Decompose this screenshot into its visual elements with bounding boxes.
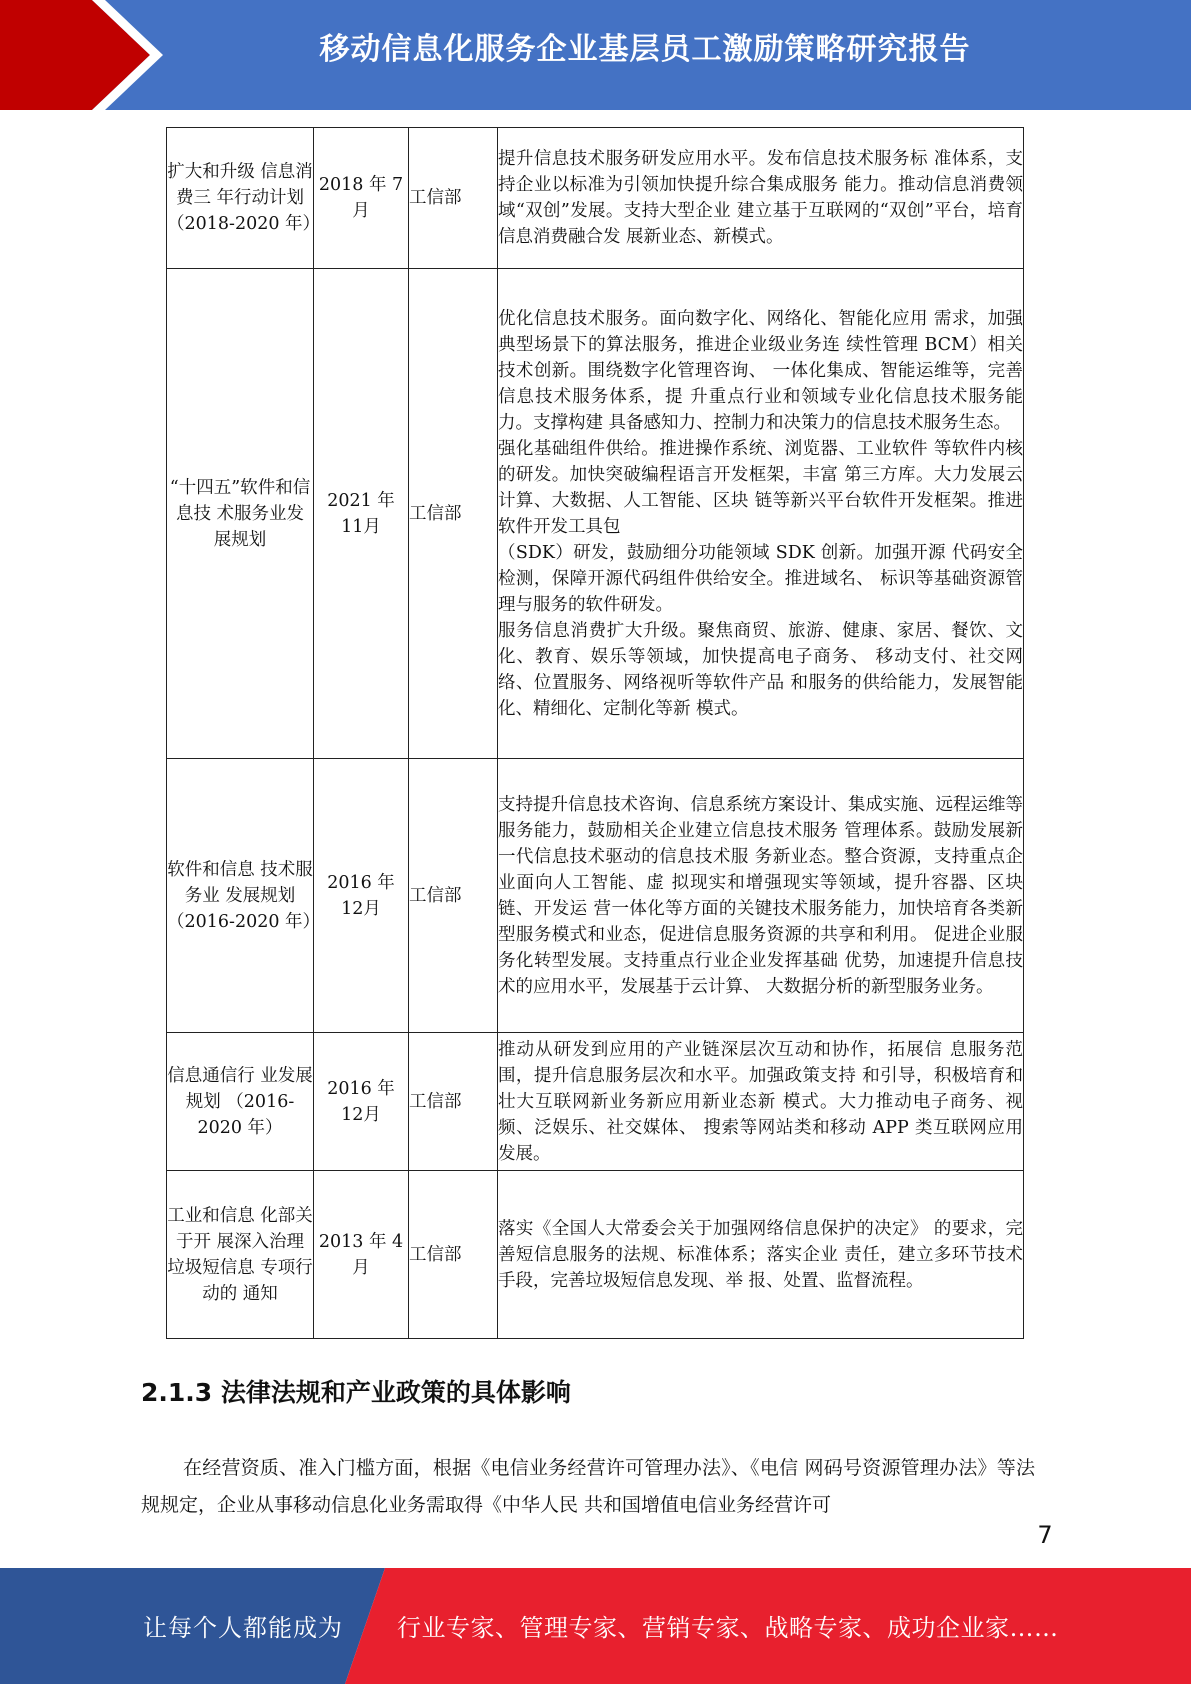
- footer-slogan-right: 行业专家、管理专家、营销专家、战略专家、成功企业家……: [397, 1614, 1059, 1642]
- table-row: [167, 269, 1024, 759]
- policy-date: 2018 年 7月: [314, 128, 409, 269]
- policy-content: [498, 128, 1024, 269]
- policy-name: 工业和信息 化部关于开 展深入治理 垃圾短信息 专项行动的 通知: [167, 1171, 314, 1339]
- policy-date: 2013 年 4月: [314, 1171, 409, 1339]
- policy-department: 工信部: [409, 1171, 498, 1339]
- section-heading: 2.1.3 法律法规和产业政策的具体影响: [141, 1378, 571, 1407]
- body-paragraph: 在经营资质、准入门槛方面，根据《电信业务经营许可管理办法》、《电信 网码号资源管理办法》等法规规定，企业从事移动信息化业务需取得《中华人民 共和国增值电信业务经营许可: [141, 1457, 1035, 1516]
- policy-date: 2021 年 11月: [314, 269, 409, 759]
- footer-slogan-left: 让每个人都能成为: [143, 1614, 343, 1642]
- table-row: [167, 759, 1024, 1033]
- page-number: 7: [1037, 1521, 1053, 1549]
- policy-name: 软件和信息 技术服务业 发展规划 （2016-2020 年）: [167, 759, 314, 1033]
- page-header: [0, 0, 1191, 110]
- policy-name: 信息通信行 业发展规划 （2016-2020 年）: [167, 1033, 314, 1171]
- table-row: [167, 1033, 1024, 1171]
- policy-paragraph: 服务信息消费扩大升级。聚焦商贸、旅游、健康、家居、餐饮、文化、教育、娱乐等领域，加快提高电子商务、 移动支付、社交网络、位置服务、网络视听等软件产品 和服务的供给能力，发展智能化、精细化、定制化等新 模式。: [498, 620, 1023, 719]
- header-title: 移动信息化服务企业基层员工激励策略研究报告: [319, 32, 971, 67]
- policy-name: 扩大和升级 信息消费三 年行动计划 （2018-2020 年）: [167, 128, 314, 269]
- policy-paragraph: 强化基础组件供给。推进操作系统、浏览器、工业软件 等软件内核的研发。加快突破编程语言开发框架，丰富 第三方库。大力发展云计算、大数据、人工智能、区块 链等新兴平台软件开发框架。推进软件开发工具包: [498, 438, 1023, 537]
- policy-department: 工信部: [409, 1033, 498, 1171]
- policy-content: [498, 269, 1024, 759]
- policy-date: 2016 年 12月: [314, 759, 409, 1033]
- table-row: [167, 128, 1024, 269]
- policy-date: 2016 年 12月: [314, 1033, 409, 1171]
- policy-content: [498, 1171, 1024, 1339]
- policy-paragraph: 支持提升信息技术咨询、信息系统方案设计、集成实施、远程运维等服务能力，鼓励相关企业建立信息技术服务 管理体系。鼓励发展新一代信息技术驱动的信息技术服 务新业态。整合资源，支持重点企业面向人工智能、虚 拟现实和增强现实等领域，提升容器、区块链、开发运 营一体化等方面的关键技术服务能力，加快培育各类新 型服务模式和业态，促进信息服务资源的共享和利用。 促进企业服务化转型发展。支持重点行业企业发挥基础 优势，加速提升信息技术的应用水平，发展基于云计算、 大数据分析的新型服务业务。: [498, 794, 1023, 997]
- policy-paragraph: 优化信息技术服务。面向数字化、网络化、智能化应用 需求，加强典型场景下的算法服务，推进企业级业务连 续性管理 BCM）相关技术创新。围绕数字化管理咨询、 一体化集成、智能运维等，完善信息技术服务体系，提 升重点行业和领域专业化信息技术服务能力。支撑构建 具备感知力、控制力和决策力的信息技术服务生态。: [498, 308, 1023, 433]
- body-text: [141, 1450, 1035, 1524]
- policy-name: “十四五”软件和信息技 术服务业发 展规划: [167, 269, 314, 759]
- page-footer: [0, 1568, 1191, 1684]
- policy-paragraph: （SDK）研发，鼓励细分功能领域 SDK 创新。加强开源 代码安全检测，保障开源代码组件供给安全。推进域名、 标识等基础资源管理与服务的软件研发。: [498, 542, 1023, 615]
- table-row: [167, 1171, 1024, 1339]
- policy-content: [498, 759, 1024, 1033]
- policy-department: 工信部: [409, 269, 498, 759]
- policy-table: [166, 127, 1024, 1339]
- policy-department: 工信部: [409, 759, 498, 1033]
- policy-department: 工信部: [409, 128, 498, 269]
- policy-paragraph: 落实《全国人大常委会关于加强网络信息保护的决定》 的要求，完善短信息服务的法规、标准体系；落实企业 责任，建立多环节技术手段，完善垃圾短信息发现、举 报、处置、监督流程。: [498, 1218, 1023, 1291]
- policy-paragraph: 推动从研发到应用的产业链深层次互动和协作，拓展信 息服务范围，提升信息服务层次和水平。加强政策支持 和引导，积极培育和壮大互联网新业务新应用新业态新 模式。大力推动电子商务、视频、泛娱乐、社交媒体、 搜索等网站类和移动 APP 类互联网应用发展。: [498, 1039, 1023, 1164]
- policy-content: [498, 1033, 1024, 1171]
- policy-paragraph: 提升信息技术服务研发应用水平。发布信息技术服务标 准体系，支持企业以标准为引领加快提升综合集成服务 能力。推动信息消费领域“双创”发展。支持大型企业 建立基于互联网的“双创”平台，培育信息消费融合发 展新业态、新模式。: [498, 149, 1023, 247]
